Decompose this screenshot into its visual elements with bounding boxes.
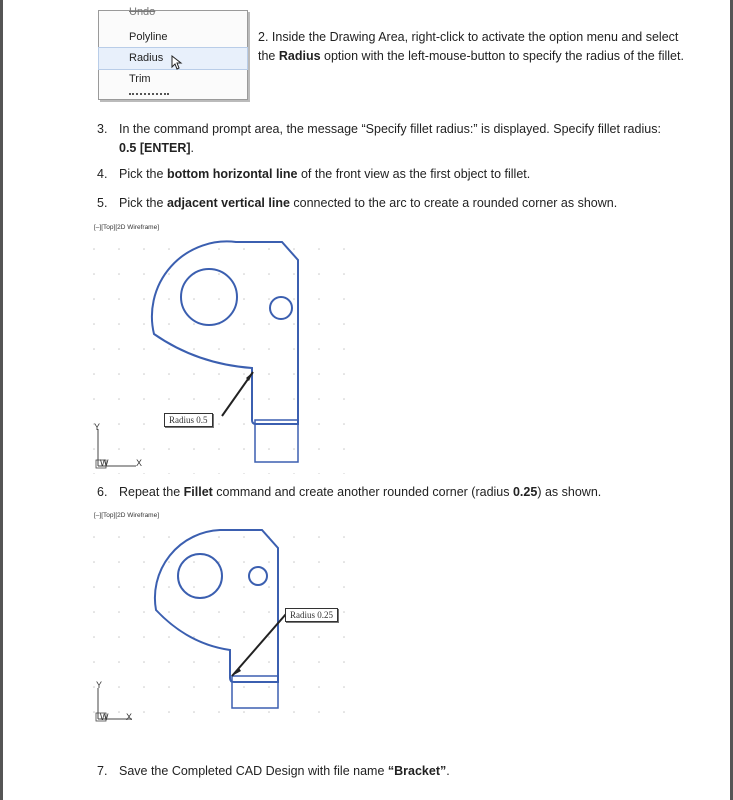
step-6-bold-1: Fillet: [183, 485, 213, 499]
step-7-post: .: [446, 764, 450, 778]
step-5-text: [97, 194, 697, 213]
menu-item-undo[interactable]: Undo: [129, 6, 156, 18]
y-axis-label-2: Y: [96, 680, 103, 690]
step-6-bold-2: 0.25: [512, 485, 538, 499]
menu-item-radius[interactable]: Radius: [99, 48, 247, 69]
step-7-bold: “Bracket”: [387, 764, 447, 778]
step-4-bold: bottom horizontal line: [166, 167, 298, 181]
step-2-post: option with the left-mouse-button to specify the radius of the fillet.: [320, 49, 684, 63]
cad-figure-1: [92, 222, 354, 474]
step-6-number: 6.: [97, 485, 108, 499]
menu-item-polyline[interactable]: Polyline: [129, 31, 168, 43]
step-6-text: [97, 483, 697, 502]
step-4-pre: Pick the: [119, 167, 167, 181]
step-7-number: 7.: [97, 764, 108, 778]
menu-more-dots: [129, 93, 169, 98]
step-5-pre: Pick the: [119, 196, 167, 210]
w-label-1: W: [100, 458, 109, 468]
step-5-post: connected to the arc to create a rounded corner as shown.: [289, 196, 618, 210]
step-6-mid: command and create another rounded corner (radius: [212, 485, 513, 499]
step-3-body: In the command prompt area, the message “Specify fillet radius:” is displayed. Specify fillet radius:: [119, 122, 661, 136]
step-4-text: [97, 165, 697, 184]
step-3-text: [97, 120, 697, 158]
step-6-post: ) as shown.: [537, 485, 602, 499]
x-axis-label-1: X: [136, 458, 143, 468]
step-2-text: [258, 28, 698, 66]
step-2-pre: 2. Inside the Drawing Area, right-click to activate the option menu and select the: [258, 30, 679, 63]
mouse-pointer-icon: [171, 55, 183, 71]
step-7-text: [97, 762, 697, 781]
step-3-number: 3.: [97, 122, 108, 136]
viewport-label-2: [–][Top][2D Wireframe]: [94, 512, 160, 519]
context-menu: [98, 6, 248, 100]
x-axis-label-2: X: [126, 712, 133, 722]
viewport-label-1: [–][Top][2D Wireframe]: [94, 224, 160, 231]
w-label-2: W: [100, 712, 109, 722]
page-left-border: [0, 0, 3, 800]
cad-figure-2: [92, 510, 354, 732]
step-6-pre: Repeat the: [119, 485, 184, 499]
step-2-bold: Radius: [278, 49, 321, 63]
step-7-pre: Save the Completed CAD Design with file name: [119, 764, 388, 778]
y-axis-label-1: Y: [94, 422, 101, 432]
step-3-tail: .: [190, 141, 195, 155]
cad-drawing-1: [92, 222, 354, 474]
radius-callout-1: Radius 0.5: [164, 413, 213, 427]
menu-item-trim[interactable]: Trim: [129, 73, 151, 85]
step-5-bold: adjacent vertical line: [166, 196, 290, 210]
step-5-number: 5.: [97, 196, 108, 210]
step-3-bold: 0.5 [ENTER]: [119, 141, 191, 155]
radius-callout-2: Radius 0.25: [285, 608, 338, 622]
step-4-number: 4.: [97, 167, 108, 181]
step-4-post: of the front view as the first object to fillet.: [297, 167, 531, 181]
